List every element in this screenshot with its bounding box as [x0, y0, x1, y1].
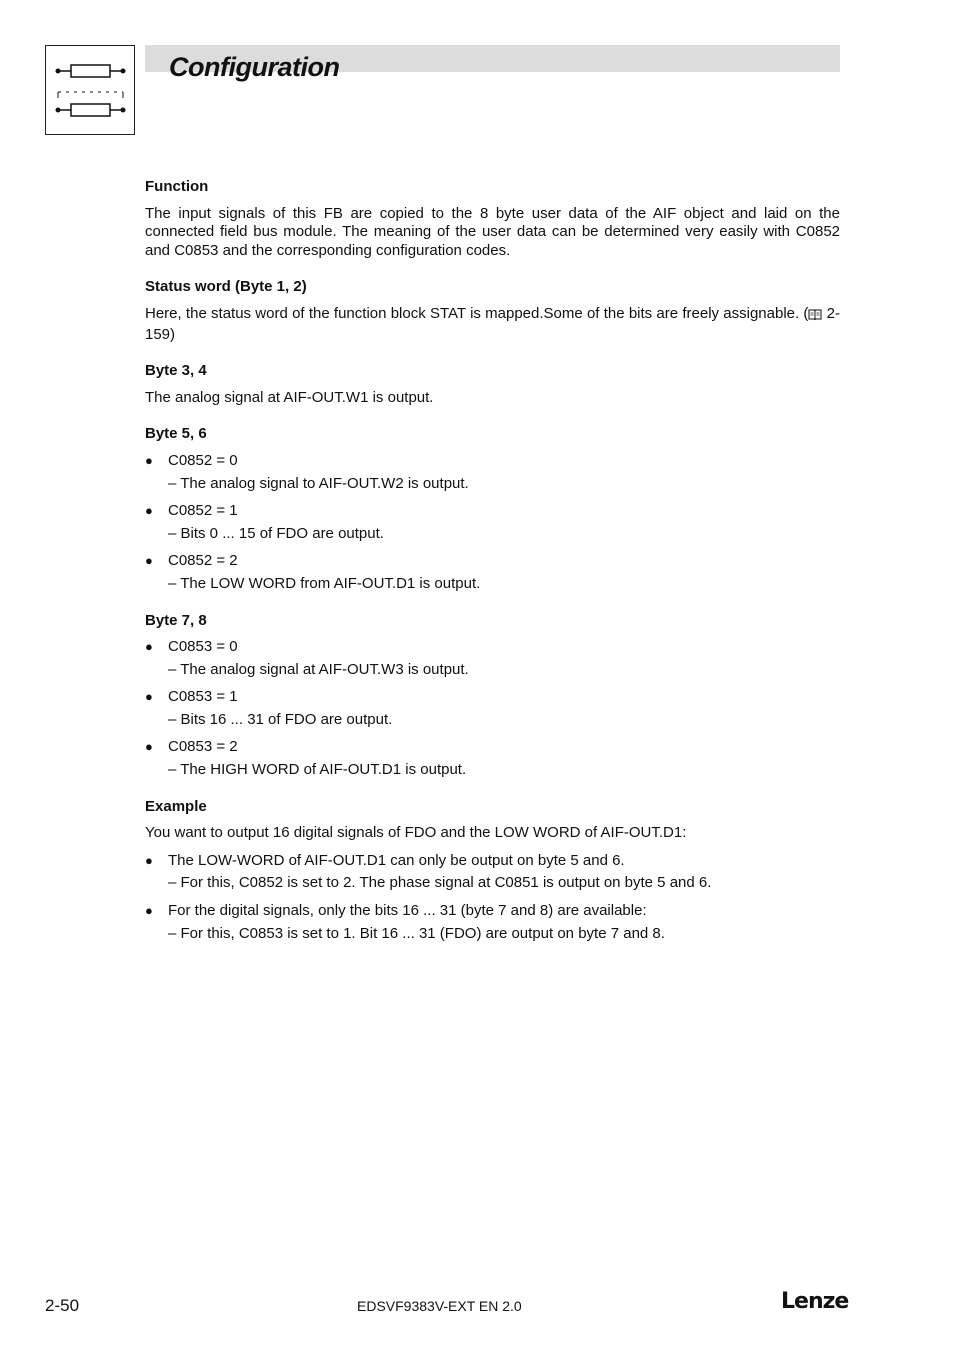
- list-item-main: C0853 = 2: [168, 738, 238, 756]
- page-title: Configuration: [169, 52, 340, 82]
- list-item-sub: – Bits 16 ... 31 of FDO are output.: [168, 710, 393, 728]
- bullet-icon: ●: [145, 903, 153, 919]
- byte78-list: [145, 638, 840, 780]
- section-heading-byte56: Byte 5, 6: [145, 425, 207, 443]
- brand-logo: Lenze: [781, 1289, 849, 1314]
- list-item-sub: – For this, C0852 is set to 2. The phase signal at C0851 is output on byte 5 and 6.: [168, 874, 712, 892]
- bullet-icon: ●: [145, 503, 153, 519]
- document-id: EDSVF9383V-EXT EN 2.0: [357, 1298, 522, 1314]
- list-item-sub: – The analog signal to AIF-OUT.W2 is output.: [168, 474, 469, 492]
- section-heading-byte78: Byte 7, 8: [145, 611, 207, 629]
- list-item-main: For the digital signals, only the bits 16 ... 31 (byte 7 and 8) are available:: [168, 902, 647, 920]
- book-icon: [808, 307, 822, 326]
- list-item: [145, 552, 840, 593]
- byte34-text: The analog signal at AIF-OUT.W1 is output.: [145, 388, 434, 406]
- function-text: The input signals of this FB are copied to the 8 byte user data of the AIF object and laid on the connected field bus module. The meaning of the user data can be determined very easily with C0852 and C0853 and the corresponding configuration codes.: [145, 204, 840, 259]
- list-item-main: C0852 = 1: [168, 502, 238, 520]
- section-heading-status-word: Status word (Byte 1, 2): [145, 278, 307, 296]
- list-item-sub: – The LOW WORD from AIF-OUT.D1 is output.: [168, 574, 481, 592]
- list-item: [145, 852, 840, 893]
- list-item-main: C0852 = 2: [168, 552, 238, 570]
- list-item: [145, 452, 840, 493]
- section-heading-example: Example: [145, 797, 207, 815]
- list-item-sub: – The HIGH WORD of AIF-OUT.D1 is output.: [168, 761, 467, 779]
- bullet-icon: ●: [145, 739, 153, 755]
- list-item-main: C0853 = 0: [168, 638, 238, 656]
- byte56-list: [145, 452, 840, 594]
- page-number: 2-50: [45, 1296, 80, 1315]
- list-item-sub: – For this, C0853 is set to 1. Bit 16 ... 31 (FDO) are output on byte 7 and 8.: [168, 924, 665, 942]
- list-item-sub: – The analog signal at AIF-OUT.W3 is output.: [168, 660, 469, 678]
- status-word-text: [145, 305, 840, 344]
- list-item-main: C0853 = 1: [168, 688, 238, 706]
- page-content: [145, 178, 840, 961]
- list-item-main: The LOW-WORD of AIF-OUT.D1 can only be output on byte 5 and 6.: [168, 851, 625, 869]
- section-heading-function: Function: [145, 178, 209, 195]
- bullet-icon: ●: [145, 452, 153, 468]
- function-block-icon: [45, 45, 135, 135]
- list-item: [145, 638, 840, 679]
- section-heading-byte34: Byte 3, 4: [145, 362, 207, 380]
- list-item-sub: – Bits 0 ... 15 of FDO are output.: [168, 524, 384, 542]
- status-word-text-b: 2-159): [145, 304, 840, 343]
- example-text: You want to output 16 digital signals of FDO and the LOW WORD of AIF-OUT.D1:: [145, 824, 687, 842]
- bullet-icon: ●: [145, 639, 153, 655]
- status-word-text-a: Here, the status word of the function block STAT is mapped.Some of the bits are freely assignable. (: [145, 304, 809, 322]
- bullet-icon: ●: [145, 553, 153, 569]
- list-item-main: C0852 = 0: [168, 451, 238, 469]
- list-item: [145, 502, 840, 543]
- bullet-icon: ●: [145, 852, 153, 868]
- list-item: [145, 902, 840, 943]
- bullet-icon: ●: [145, 689, 153, 705]
- example-list: [145, 852, 840, 943]
- list-item: [145, 738, 840, 779]
- list-item: [145, 688, 840, 729]
